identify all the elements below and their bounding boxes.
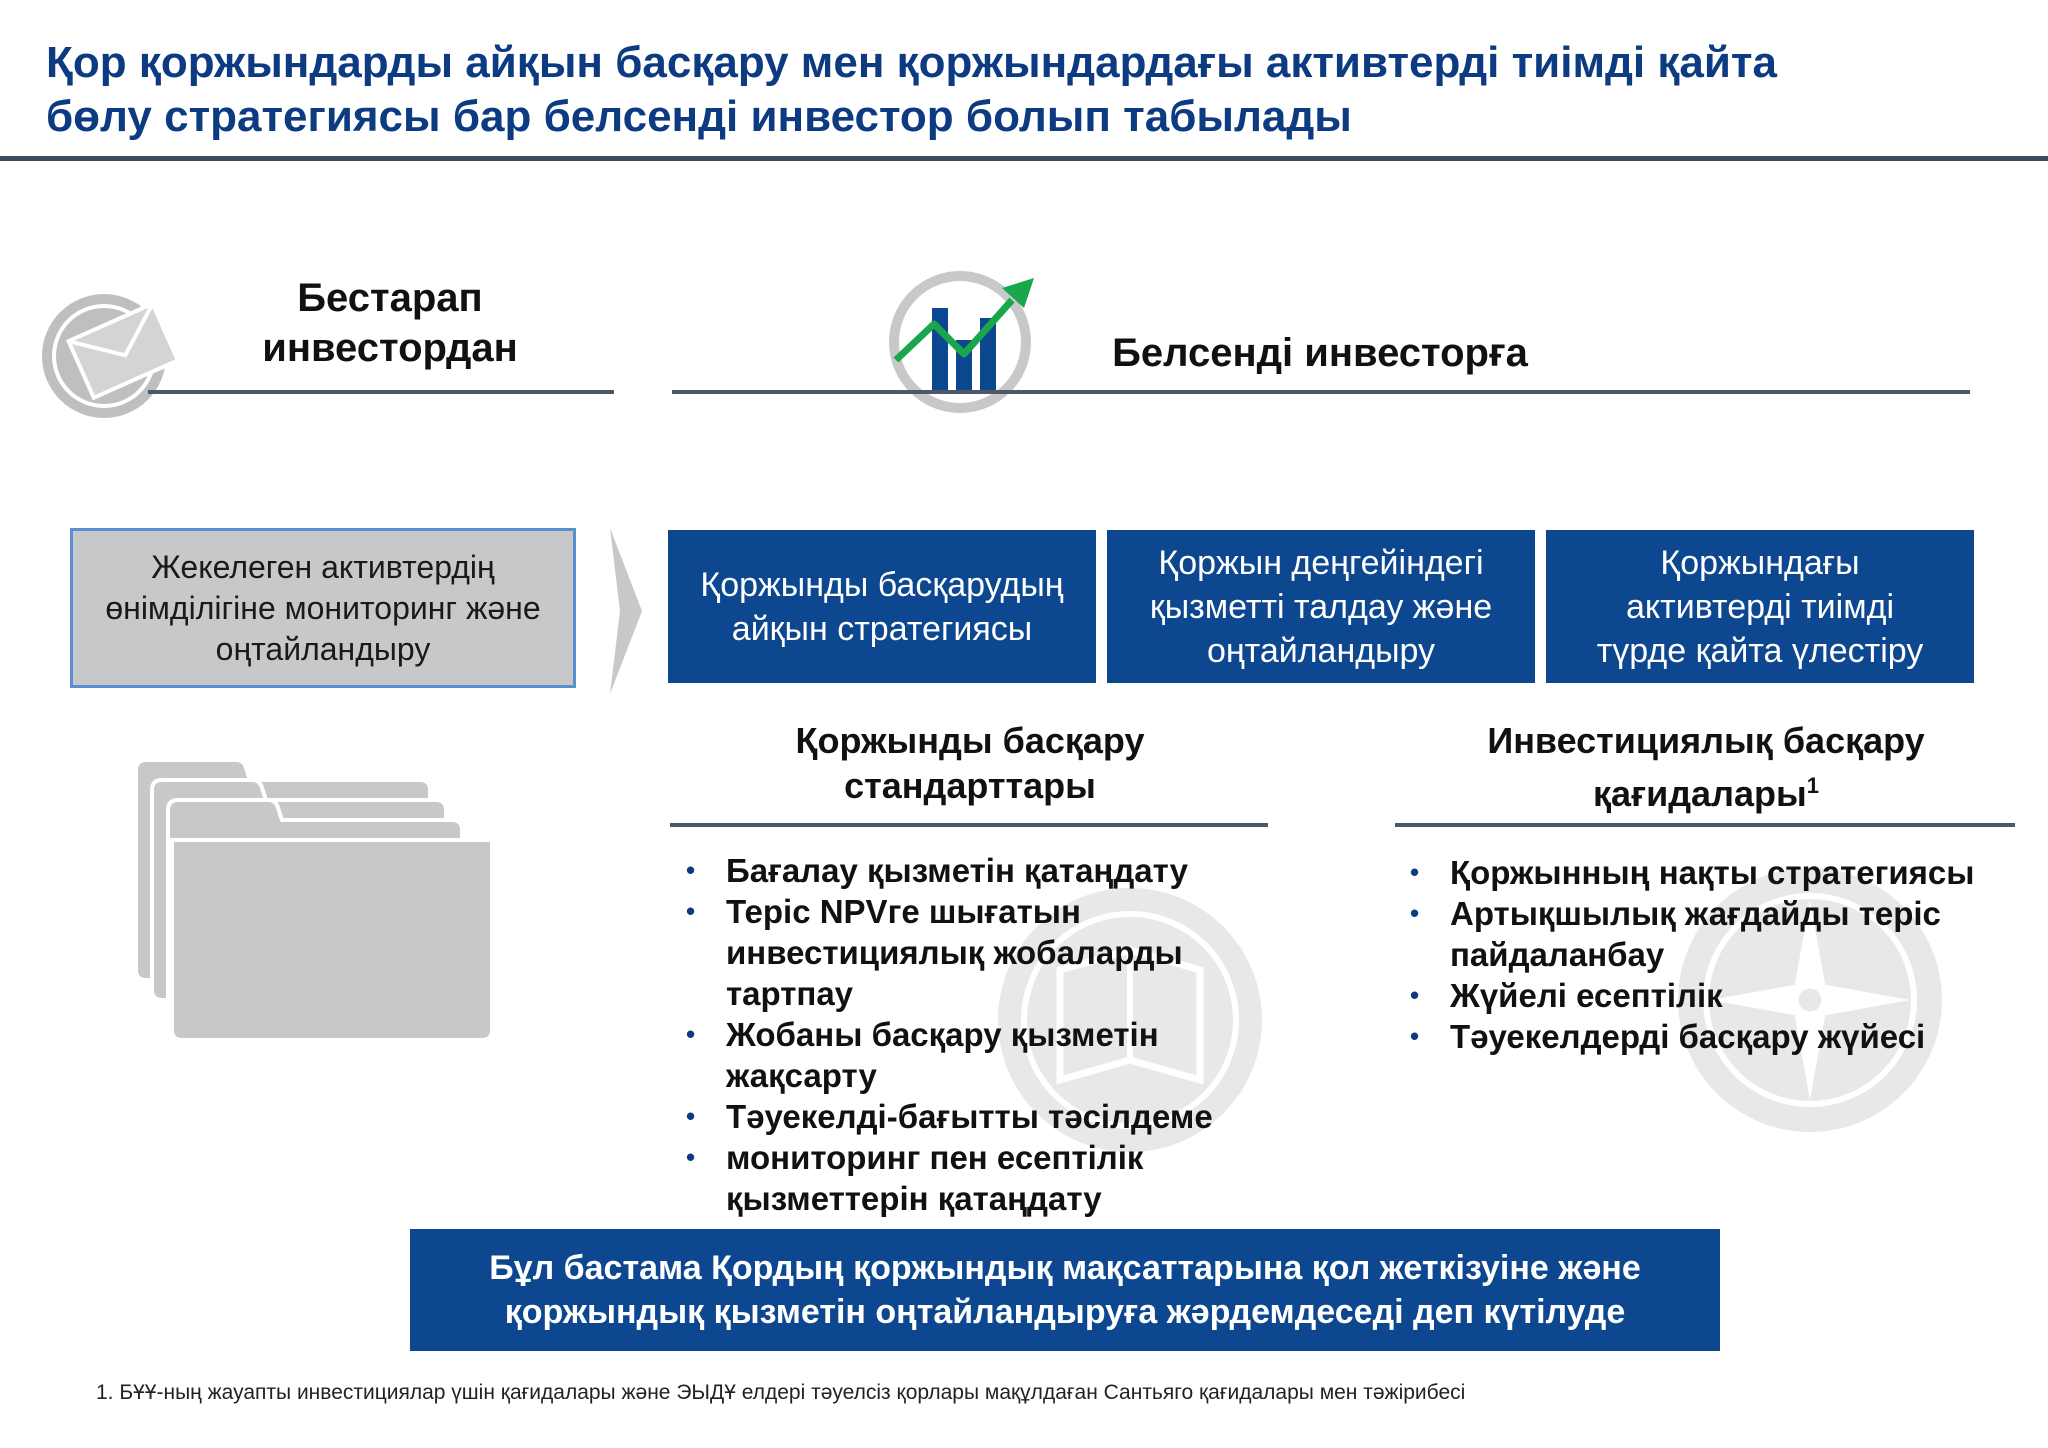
conclusion-box [410, 1229, 1720, 1351]
conclusion-line-1: Бұл бастама Қордың қоржындық мақсаттарына қол жеткізуіне және [489, 1249, 1641, 1287]
principles-rule [1395, 823, 2015, 827]
list-item: • Жүйелі есептілік [1396, 975, 2016, 1016]
pillar-3-line-1: Қоржындағы [1660, 543, 1860, 582]
principles-list [1396, 852, 2016, 1057]
standards-heading-line-2: стандарттары [844, 765, 1096, 806]
list-item: • Артықшылық жағдайды теріс пайдаланбау [1396, 893, 2016, 975]
pillar-2-line-1: Қоржын деңгейіндегі [1158, 543, 1484, 582]
list-item: • Тәуекелді-бағытты тәсілдеме [672, 1096, 1232, 1137]
list-item: • Жобаны басқару қызметін жақсарту [672, 1014, 1232, 1096]
list-item: • мониторинг пен есептілік қызметтерін қатаңдату [672, 1137, 1232, 1219]
standards-list [672, 850, 1232, 1219]
from-state-box [70, 528, 576, 688]
list-item: • Теріс NPVге шығатын инвестициялық жобаларды тартпау [672, 891, 1232, 1014]
conclusion-line-2: қоржындық қызметін оңтайландыруға жәрдемдеседі деп күтілуде [504, 1293, 1626, 1331]
pillar-box-analysis [1107, 530, 1535, 683]
footnote-marker: 1 [1806, 773, 1819, 798]
pillar-2-line-3: оңтайландыру [1206, 631, 1436, 670]
list-item: • Бағалау қызметін қатаңдату [672, 850, 1232, 891]
footnote: 1. БҰҰ-ның жауапты инвестициялар үшін қағидалары және ЭЫДҰ елдері тәуелсіз қорлары мақұлдаған Сантьяго қағидалары мен тәжірибесі [96, 1381, 1466, 1404]
standards-heading-line-1: Қоржынды басқару [795, 720, 1145, 761]
from-box-line-1: Жекелеген активтердің [151, 548, 495, 585]
from-heading-line-2: инвестордан [262, 326, 518, 370]
envelope-icon [36, 290, 176, 430]
to-section-heading: Белсенді инвесторға [1112, 331, 1528, 375]
principles-heading-line-2 [1396, 763, 2016, 816]
list-item: • Қоржынның нақты стратегиясы [1396, 852, 2016, 893]
page-title [46, 36, 2006, 144]
arrow-right-icon [608, 528, 648, 694]
to-section-rule [672, 390, 1970, 394]
principles-heading-text: қағидалары [1593, 773, 1807, 814]
pillar-box-strategy [668, 530, 1096, 683]
title-line-2: бөлу стратегиясы бар белсенді инвестор болып табылады [46, 92, 1352, 141]
title-line-1: Қор қоржындарды айқын басқару мен қоржындардағы активтерді тиімді қайта [46, 38, 1777, 87]
pillar-box-reallocation [1546, 530, 1974, 683]
from-section-rule [148, 390, 614, 394]
from-heading-line-1: Бестарап [297, 276, 483, 320]
standards-rule [670, 823, 1268, 827]
pillar-2-line-2: қызметті талдау және [1149, 587, 1493, 626]
principles-heading [1396, 718, 2016, 816]
pillar-3-line-2: активтерді тиімді [1626, 587, 1894, 626]
pillar-1-line-2: айқын стратегиясы [731, 609, 1033, 648]
chart-growth-icon [884, 262, 1044, 422]
standards-heading [670, 718, 1270, 808]
folders-icon [132, 752, 492, 1052]
from-box-line-3: оңтайландыру [215, 630, 431, 667]
pillar-1-line-1: Қоржынды басқарудың [700, 565, 1064, 604]
pillar-3-line-3: түрде қайта үлестіру [1596, 631, 1924, 670]
principles-heading-line-1: Инвестициялық басқару [1487, 720, 1925, 761]
from-box-line-2: өнімділігіне мониторинг және [105, 589, 541, 626]
title-divider [0, 156, 2048, 161]
from-section-heading [190, 273, 590, 373]
list-item: • Тәуекелдерді басқару жүйесі [1396, 1016, 2016, 1057]
